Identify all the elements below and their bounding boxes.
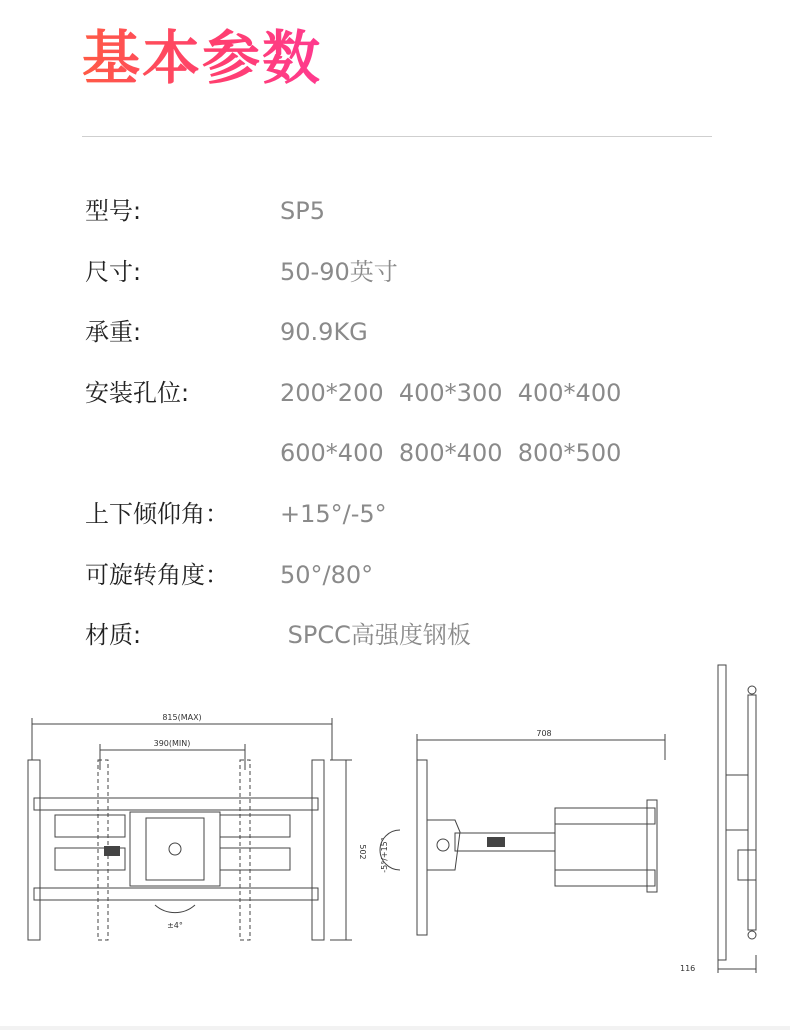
dim-tilt: -5°/+15°: [380, 837, 389, 873]
dim-depth: 708: [536, 729, 552, 738]
spec-label-swivel: 可旋转角度：: [85, 561, 229, 589]
spec-label-vesa: 安装孔位:: [85, 379, 190, 407]
profile-view-diagram: [668, 655, 778, 985]
side-view-diagram: [365, 720, 675, 950]
title-divider: [82, 136, 712, 137]
front-view-diagram: [20, 700, 365, 970]
dim-swivel: ±4°: [167, 921, 183, 930]
spec-value-size: 50-90英寸: [280, 258, 398, 286]
page-title: 基本参数: [82, 24, 323, 92]
spec-value-swivel: 50°/80°: [280, 561, 374, 589]
spec-label-load: 承重:: [85, 318, 142, 346]
dim-width-max: 815(MAX): [162, 713, 202, 722]
bottom-edge: [0, 1026, 790, 1030]
spec-value-tilt: +15°/-5°: [280, 500, 387, 528]
spec-value-load: 90.9KG: [280, 318, 368, 346]
dim-height: 502: [358, 844, 367, 860]
spec-label-model: 型号:: [85, 197, 142, 225]
spec-value-vesa-1: 200*200 400*300 400*400: [280, 379, 622, 407]
spec-value-material: SPCC高强度钢板: [280, 621, 471, 649]
spec-value-model: SP5: [280, 197, 325, 225]
dim-width-min: 390(MIN): [153, 739, 191, 748]
spec-label-material: 材质:: [85, 621, 142, 649]
spec-label-tilt: 上下倾仰角：: [85, 500, 229, 528]
dim-min-depth: 116: [680, 964, 696, 973]
spec-label-size: 尺寸:: [85, 258, 142, 286]
spec-value-vesa-2: 600*400 800*400 800*500: [280, 439, 622, 467]
